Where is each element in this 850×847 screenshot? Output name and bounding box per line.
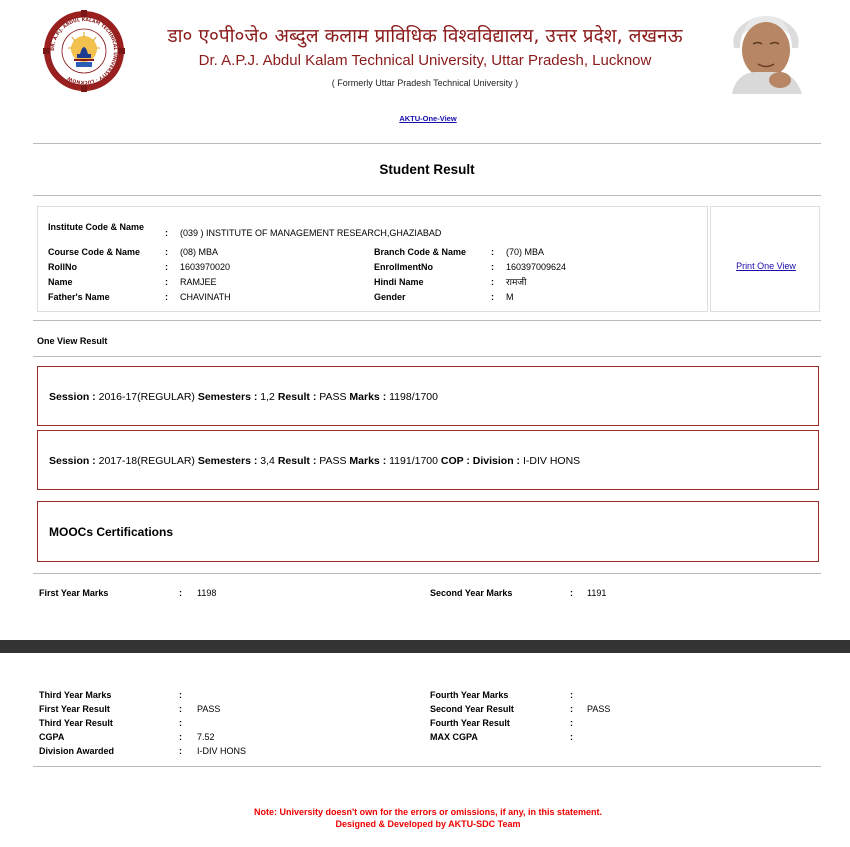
- session-value: 2017-18(REGULAR): [98, 455, 195, 467]
- student-info-panel: [37, 206, 708, 312]
- max-cgpa-label: MAX CGPA: [430, 732, 478, 742]
- colon: :: [179, 690, 182, 700]
- gender-label: Gender: [374, 292, 406, 302]
- third-year-result-label: Third Year Result: [39, 718, 113, 728]
- colon: :: [570, 588, 573, 598]
- first-year-result-label: First Year Result: [39, 704, 110, 714]
- hindi-name-value: रामजी: [506, 278, 527, 288]
- colon: :: [570, 718, 573, 728]
- logo-ring-text: DR. A.P.J. ABDUL KALAM TECHNICAL UNIVERSITY · LUCKNOW: [50, 17, 118, 85]
- portrait-photo: [720, 8, 812, 94]
- cgpa-label: CGPA: [39, 732, 65, 742]
- result-label: Result :: [277, 391, 317, 403]
- colon: :: [491, 292, 494, 302]
- divider: [33, 356, 821, 357]
- institute-value: (039 ) INSTITUTE OF MANAGEMENT RESEARCH,GHAZIABAD: [180, 228, 442, 238]
- marks-value: 1198/1700: [389, 391, 438, 403]
- course-value: (08) MBA: [180, 247, 219, 257]
- session-summary-line: [49, 455, 580, 467]
- division-awarded-label: Division Awarded: [39, 746, 115, 756]
- colon: :: [179, 588, 182, 598]
- colon: :: [165, 262, 168, 272]
- divider: [33, 766, 821, 767]
- second-year-result-label: Second Year Result: [430, 704, 514, 714]
- hindi-name-label: Hindi Name: [374, 277, 424, 287]
- rollno-value: 1603970020: [180, 262, 231, 272]
- page-title: Student Result: [379, 162, 475, 177]
- semesters-label: Semesters :: [197, 391, 258, 403]
- branch-value: (70) MBA: [506, 247, 545, 257]
- marks-label: Marks :: [349, 391, 387, 403]
- moocs-card: [37, 501, 819, 562]
- second-year-marks-label: Second Year Marks: [430, 588, 513, 598]
- aktu-one-view-link[interactable]: AKTU-One-View: [399, 114, 457, 123]
- second-year-result-value: PASS: [587, 704, 611, 714]
- first-year-marks-value: 1198: [197, 588, 217, 598]
- fourth-year-result-label: Fourth Year Result: [430, 718, 510, 728]
- colon: :: [165, 228, 168, 238]
- session-summary-line: [49, 391, 438, 403]
- colon: :: [179, 718, 182, 728]
- result-value: PASS: [319, 455, 347, 467]
- university-title-english: Dr. A.P.J. Abdul Kalam Technical University, Uttar Pradesh, Lucknow: [198, 52, 652, 69]
- semesters-value: 3,4: [260, 455, 275, 467]
- division-awarded-value: I-DIV HONS: [197, 746, 247, 756]
- first-year-marks-label: First Year Marks: [39, 588, 109, 598]
- divider: [33, 195, 821, 196]
- former-name: ( Formerly Uttar Pradesh Technical University ): [331, 78, 519, 88]
- father-name-value: CHAVINATH: [180, 292, 231, 302]
- father-name-label: Father's Name: [48, 292, 110, 302]
- session-result-card: [37, 366, 819, 426]
- marks-label: Marks :: [349, 455, 387, 467]
- colon: :: [165, 247, 168, 257]
- colon: :: [570, 732, 573, 742]
- colon: :: [165, 292, 168, 302]
- colon: :: [179, 704, 182, 714]
- colon: :: [179, 746, 182, 756]
- university-title-hindi: डा० ए०पी०जे० अब्दुल कलाम प्राविधिक विश्वविद्यालय, उत्तर प्रदेश, लखनऊ: [167, 25, 683, 47]
- university-logo: [43, 10, 125, 92]
- semesters-label: Semesters :: [197, 455, 258, 467]
- institute-label: Institute Code & Name: [48, 222, 145, 232]
- marks-value: 1191/1700: [389, 455, 438, 467]
- branch-label: Branch Code & Name: [374, 247, 467, 257]
- semesters-value: 1,2: [260, 391, 275, 403]
- enrollment-value: 160397009624: [506, 262, 567, 272]
- colon: :: [165, 277, 168, 287]
- divider: [33, 573, 821, 574]
- page-break-band: [0, 640, 850, 653]
- disclaimer-note: Note: University doesn't own for the errors or omissions, if any, in this statement.: [253, 807, 603, 817]
- name-label: Name: [48, 277, 73, 287]
- print-panel: [710, 206, 820, 312]
- session-label: Session :: [49, 391, 96, 403]
- session-label: Session :: [49, 455, 96, 467]
- colon: :: [570, 690, 573, 700]
- colon: :: [179, 732, 182, 742]
- developer-credit: Designed & Developed by AKTU-SDC Team: [335, 819, 521, 829]
- cgpa-value: 7.52: [197, 732, 215, 742]
- second-year-marks-value: 1191: [587, 588, 607, 598]
- divider: [33, 320, 821, 321]
- page-header: [0, 0, 850, 100]
- third-year-marks-label: Third Year Marks: [39, 690, 112, 700]
- colon: :: [491, 277, 494, 287]
- division-label: Division :: [472, 455, 521, 467]
- result-value: PASS: [319, 391, 347, 403]
- fourth-year-marks-label: Fourth Year Marks: [430, 690, 509, 700]
- division-value: I-DIV HONS: [522, 455, 581, 467]
- enrollment-label: EnrollmentNo: [374, 262, 434, 272]
- one-view-result-heading: One View Result: [37, 336, 108, 346]
- name-value: RAMJEE: [180, 277, 217, 287]
- divider: [33, 143, 821, 144]
- print-one-view-link[interactable]: Print One View: [736, 261, 796, 271]
- gender-value: M: [506, 292, 514, 302]
- cop-label: COP :: [440, 455, 470, 467]
- colon: :: [570, 704, 573, 714]
- first-year-result-value: PASS: [197, 704, 221, 714]
- session-result-card: [37, 430, 819, 490]
- rollno-label: RollNo: [48, 262, 77, 272]
- colon: :: [491, 247, 494, 257]
- moocs-title: MOOCs Certifications: [49, 525, 174, 539]
- colon: :: [491, 262, 494, 272]
- course-label: Course Code & Name: [48, 247, 141, 257]
- result-label: Result :: [277, 455, 317, 467]
- session-value: 2016-17(REGULAR): [98, 391, 195, 403]
